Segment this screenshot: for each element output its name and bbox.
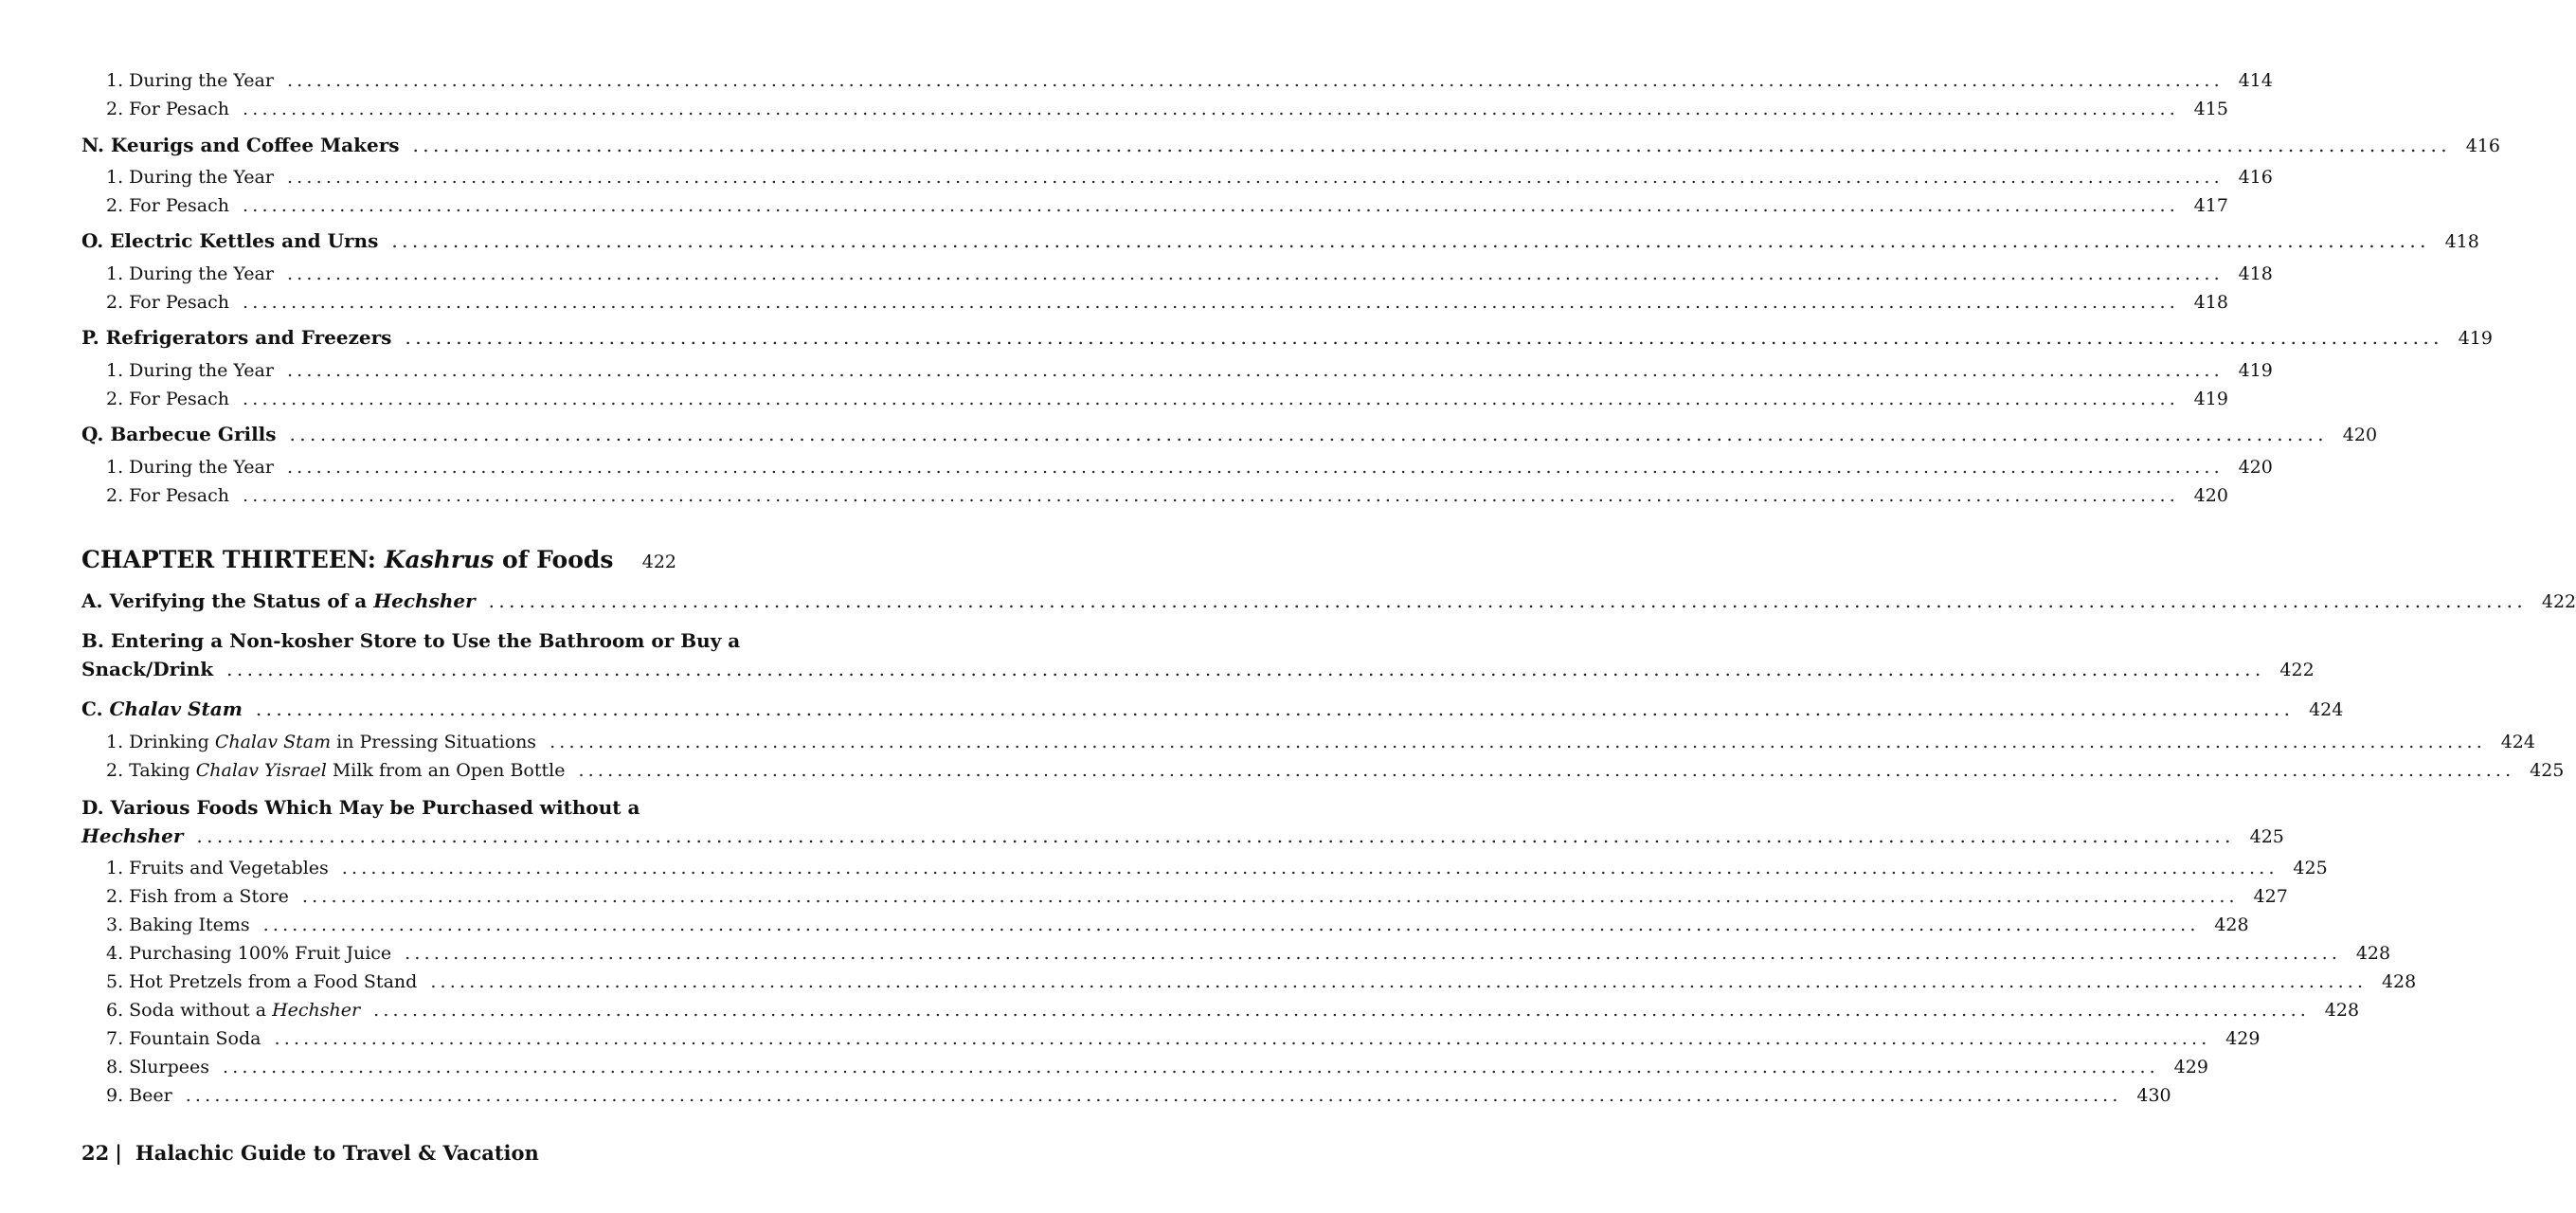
toc-entry[interactable]: 1. During the Year ........................................................................................................................................................................................................ 418 — [106, 263, 2273, 284]
toc-section[interactable]: N. Keurigs and Coffee Makers ........................................................................................................................................................................................................ 416 — [81, 134, 2500, 156]
toc-entry[interactable]: 2. For Pesach ........................................................................................................................................................................................................ 419 — [106, 389, 2228, 409]
dot-leader: ........................................................................................................................................................................................................ — [222, 1057, 2159, 1077]
dot-leader: ........................................................................................................................................................................................................ — [373, 1000, 2311, 1021]
toc-section-line1[interactable]: B. Entering a Non-kosher Store to Use the Bathroom or Buy a — [81, 629, 741, 652]
toc-section[interactable]: Hechsher ........................................................................................................................................................................................................ 425 — [81, 824, 2284, 847]
page-ref: 425 — [2530, 760, 2565, 781]
toc-entry[interactable]: 1. During the Year ........................................................................................................................................................................................................ 416 — [106, 167, 2273, 188]
dot-leader: ........................................................................................................................................................................................................ — [286, 167, 2224, 188]
page-ref: 417 — [2193, 195, 2228, 216]
toc-entry[interactable]: 1. During the Year ........................................................................................................................................................................................................ 414 — [106, 70, 2273, 91]
toc-entry[interactable]: 8. Slurpees ........................................................................................................................................................................................................ 429 — [106, 1057, 2208, 1077]
toc-entry[interactable]: 9. Beer ........................................................................................................................................................................................................ 430 — [106, 1085, 2171, 1106]
page-ref: 424 — [2500, 732, 2535, 752]
toc-entry[interactable]: 4. Purchasing 100% Fruit Juice ........................................................................................................................................................................................................ 428 — [106, 943, 2391, 964]
toc-entry[interactable]: 7. Fountain Soda ........................................................................................................................................................................................................ 429 — [106, 1028, 2261, 1049]
toc-entry[interactable]: 2. For Pesach ........................................................................................................................................................................................................ 415 — [106, 99, 2228, 119]
dot-leader: ........................................................................................................................................................................................................ — [289, 423, 2329, 445]
dot-leader: ........................................................................................................................................................................................................ — [488, 589, 2528, 612]
page-footer — [81, 1141, 539, 1165]
toc-section[interactable]: Q. Barbecue Grills ........................................................................................................................................................................................................ 420 — [81, 423, 2378, 445]
page-ref: 428 — [2324, 1000, 2360, 1021]
page-ref: 419 — [2238, 360, 2273, 381]
dot-leader: ........................................................................................................................................................................................................ — [578, 760, 2515, 781]
toc-entry[interactable]: 2. Taking Chalav Yisrael Milk from an Open Bottle ........................................................................................................................................................................................................ 425 — [106, 760, 2565, 781]
toc-entry[interactable]: 3. Baking Items ........................................................................................................................................................................................................ 428 — [106, 914, 2249, 935]
toc-entry[interactable]: 2. For Pesach ........................................................................................................................................................................................................ 417 — [106, 195, 2228, 216]
page-ref: 420 — [2342, 425, 2378, 445]
toc-entry[interactable]: 1. Drinking Chalav Stam in Pressing Situations ........................................................................................................................................................................................................ 424 — [106, 732, 2535, 752]
toc-entry[interactable]: 2. For Pesach ........................................................................................................................................................................................................ 418 — [106, 292, 2228, 313]
page-ref: 416 — [2238, 167, 2273, 188]
toc-entry[interactable]: 5. Hot Pretzels from a Food Stand ........................................................................................................................................................................................................ 428 — [106, 971, 2417, 992]
toc-entry[interactable]: 2. For Pesach ........................................................................................................................................................................................................ 420 — [106, 485, 2228, 506]
toc-section-line1[interactable]: D. Various Foods Which May be Purchased without a — [81, 796, 640, 819]
toc-entry[interactable]: 2. Fish from a Store ........................................................................................................................................................................................................ 427 — [106, 886, 2288, 907]
dot-leader: ........................................................................................................................................................................................................ — [405, 943, 2342, 964]
page-ref: 424 — [2309, 699, 2344, 720]
page-ref: 415 — [2193, 99, 2228, 119]
dot-leader: ........................................................................................................................................................................................................ — [243, 195, 2179, 216]
page-ref: 418 — [2193, 292, 2228, 313]
toc-section[interactable]: Snack/Drink ........................................................................................................................................................................................................ 422 — [81, 658, 2315, 680]
dot-leader: ........................................................................................................................................................................................................ — [391, 229, 2430, 252]
dot-leader: ........................................................................................................................................................................................................ — [255, 697, 2295, 720]
book-title: Halachic Guide to Travel & Vacation — [135, 1141, 539, 1165]
dot-leader: ........................................................................................................................................................................................................ — [286, 457, 2224, 478]
page-ref: 420 — [2238, 457, 2273, 478]
dot-leader: ........................................................................................................................................................................................................ — [243, 292, 2179, 313]
dot-leader: ........................................................................................................................................................................................................ — [226, 658, 2265, 680]
page-ref: 428 — [2355, 943, 2391, 964]
page-ref: 429 — [2173, 1057, 2208, 1077]
page-ref: 427 — [2253, 886, 2288, 907]
dot-leader: ........................................................................................................................................................................................................ — [286, 263, 2224, 284]
chapter-heading[interactable]: CHAPTER THIRTEEN: Kashrus of Foods 422 — [81, 546, 676, 573]
dot-leader: ........................................................................................................................................................................................................ — [262, 914, 2200, 935]
dot-leader: ........................................................................................................................................................................................................ — [243, 485, 2179, 506]
dot-leader: ........................................................................................................................................................................................................ — [243, 99, 2179, 119]
toc-entry[interactable]: 1. During the Year ........................................................................................................................................................................................................ 420 — [106, 457, 2273, 478]
dot-leader: ........................................................................................................................................................................................................ — [185, 1085, 2122, 1106]
page-ref: 429 — [2225, 1028, 2261, 1049]
toc-section[interactable]: C. Chalav Stam ........................................................................................................................................................................................................ 424 — [81, 697, 2344, 720]
dot-leader: ........................................................................................................................................................................................................ — [405, 326, 2443, 349]
page-ref: 420 — [2193, 485, 2228, 506]
page-ref: 430 — [2136, 1085, 2171, 1106]
dot-leader: ........................................................................................................................................................................................................ — [412, 134, 2451, 156]
dot-leader: ........................................................................................................................................................................................................ — [286, 70, 2224, 91]
dot-leader: ........................................................................................................................................................................................................ — [430, 971, 2368, 992]
page-ref: 428 — [2381, 971, 2417, 992]
page-ref: 422 — [2541, 591, 2576, 612]
toc-section[interactable]: A. Verifying the Status of a Hechsher ........................................................................................................................................................................................................ 422 — [81, 589, 2576, 612]
page-ref: 425 — [2249, 826, 2284, 847]
page-ref: 416 — [2465, 136, 2500, 156]
dot-leader — [626, 552, 627, 572]
dot-leader: ........................................................................................................................................................................................................ — [196, 824, 2235, 847]
footer-separator: | — [115, 1141, 122, 1165]
page-ref: 414 — [2238, 70, 2273, 91]
page-ref: 425 — [2293, 858, 2328, 878]
page-ref: 428 — [2214, 914, 2249, 935]
page-number: 22 — [81, 1141, 110, 1165]
toc-entry[interactable]: 1. Fruits and Vegetables ........................................................................................................................................................................................................ 425 — [106, 858, 2328, 878]
dot-leader: ........................................................................................................................................................................................................ — [286, 360, 2224, 381]
page-ref: 422 — [641, 552, 676, 572]
page-ref: 419 — [2193, 389, 2228, 409]
dot-leader: ........................................................................................................................................................................................................ — [341, 858, 2279, 878]
toc-entry[interactable]: 1. During the Year ........................................................................................................................................................................................................ 419 — [106, 360, 2273, 381]
page-ref: 422 — [2279, 660, 2315, 680]
dot-leader: ........................................................................................................................................................................................................ — [301, 886, 2239, 907]
toc-section[interactable]: P. Refrigerators and Freezers ........................................................................................................................................................................................................ 419 — [81, 326, 2493, 349]
toc-entry[interactable]: 6. Soda without a Hechsher ........................................................................................................................................................................................................ 428 — [106, 1000, 2360, 1021]
toc-section[interactable]: O. Electric Kettles and Urns ........................................................................................................................................................................................................ 418 — [81, 229, 2479, 252]
page-ref: 418 — [2444, 231, 2479, 252]
page-ref: 419 — [2458, 328, 2493, 349]
dot-leader: ........................................................................................................................................................................................................ — [274, 1028, 2211, 1049]
dot-leader: ........................................................................................................................................................................................................ — [243, 389, 2179, 409]
page-ref: 418 — [2238, 263, 2273, 284]
dot-leader: ........................................................................................................................................................................................................ — [549, 732, 2486, 752]
